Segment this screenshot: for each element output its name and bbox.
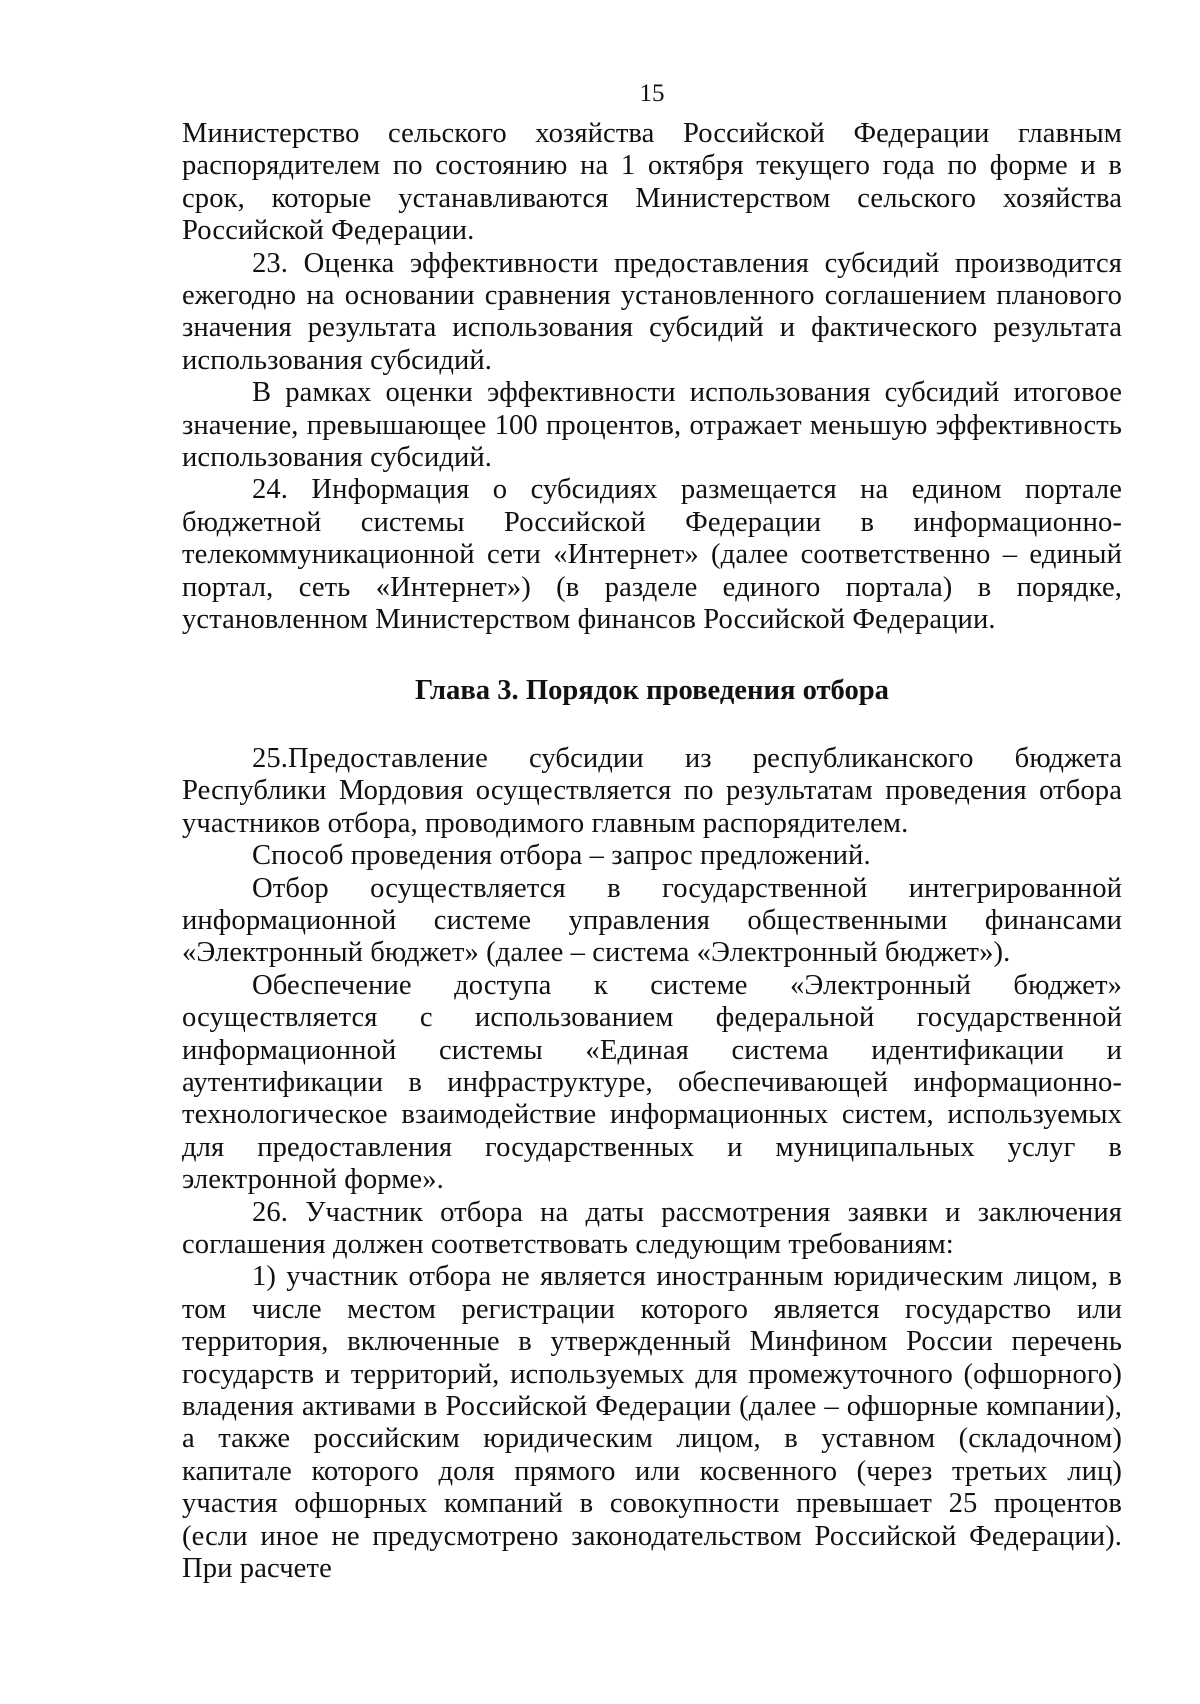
paragraph-24-information-portal: 24. Информация о субсидиях размещается на едином портале бюджетной системы Российской Федерации в информационно-телекоммуникационной сети «Интернет» (далее соответственно – единый портал, сеть «Интернет») (в разделе единого портала) в порядке, установленном Министерством финансов Российской Федерации. — [182, 474, 1122, 636]
paragraph-23-efficiency-assessment: 23. Оценка эффективности предоставления субсидий производится ежегодно на основании сравнения установленного соглашением планового значения результата использования субсидий и фактического результата использования субсидий. — [182, 247, 1122, 376]
paragraph-ministry-reporting: Министерство сельского хозяйства Российской Федерации главным распорядителем по состоянию на 1 октября текущего года по форме и в срок, которые устанавливаются Министерством сельского хозяйства Российской Федерации. — [182, 118, 1122, 247]
section-after-heading — [182, 743, 1122, 1586]
page-number: 15 — [639, 80, 665, 107]
paragraph-requirement-1-offshore: 1) участник отбора не является иностранным юридическим лицом, в том числе местом регистрации которого является государство или территория, включенные в утвержденный Минфином России перечень государств и территорий, используемых для промежуточного (офшорного) владения активами в Российской Федерации (далее – офшорные компании), а также российским юридическим лицом, в уставном (складочном) капитале которого доля прямого или косвенного (через третьих лиц) участия офшорных компаний в совокупности превышает 25 процентов (если иное не предусмотрено законодательством Российской Федерации). При расчете — [182, 1261, 1122, 1585]
section-before-heading — [182, 118, 1122, 637]
paragraph-selection-method: Способ проведения отбора – запрос предложений. — [252, 840, 871, 872]
paragraph-electronic-budget-system: Отбор осуществляется в государственной интегрированной информационной системе управления общественными финансами «Электронный бюджет» (далее – система «Электронный бюджет»). — [182, 872, 1122, 969]
document-page — [182, 70, 1122, 1585]
chapter-heading: Глава 3. Порядок проведения отбора — [415, 674, 889, 706]
paragraph-25-subsidy-provision: 25.Предоставление субсидии из республиканского бюджета Республики Мордовия осуществляется по результатам проведения отбора участников отбора, проводимого главным распорядителем. — [182, 742, 1122, 839]
paragraph-efficiency-value: В рамках оценки эффективности использования субсидий итоговое значение, превышающее 100 процентов, отражает меньшую эффективность использования субсидий. — [182, 377, 1122, 474]
paragraph-system-access: Обеспечение доступа к системе «Электронный бюджет» осуществляется с использованием федеральной государственной информационной системы «Единая система идентификации и аутентификации в инфраструктуре, обеспечивающей информационно-технологическое взаимодействие информационных систем, используемых для предоставления государственных и муниципальных услуг в электронной форме». — [182, 969, 1122, 1196]
paragraph-26-participant-requirements: 26. Участник отбора на даты рассмотрения заявки и заключения соглашения должен соответствовать следующим требованиям: — [182, 1196, 1122, 1260]
